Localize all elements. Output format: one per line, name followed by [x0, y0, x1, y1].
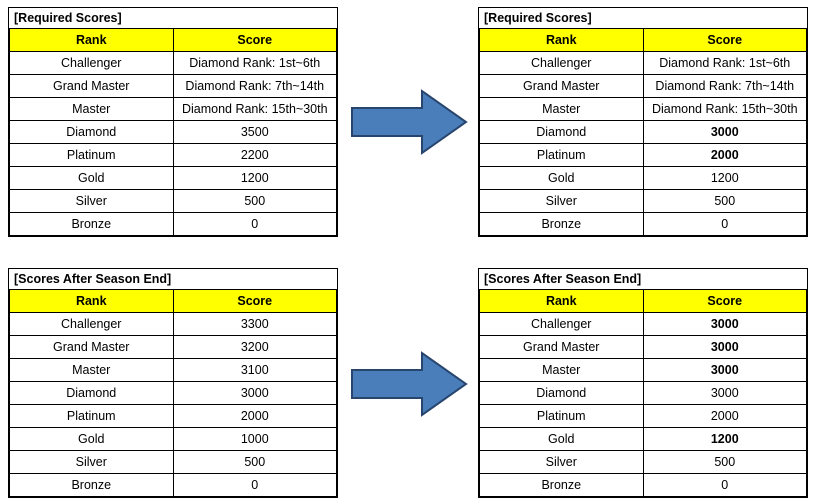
cell-score: 500 — [643, 190, 807, 213]
table-header-row — [10, 29, 337, 52]
cell-score: Diamond Rank: 7th~14th — [173, 75, 337, 98]
cell-rank: Diamond — [480, 121, 644, 144]
column-header-score: Score — [173, 29, 337, 52]
season-end-before-table — [9, 289, 337, 497]
panel-season-end-scores-before — [8, 268, 338, 498]
table-row — [480, 213, 807, 236]
table-row — [480, 98, 807, 121]
cell-rank: Master — [10, 359, 174, 382]
table-row — [480, 313, 807, 336]
table-body — [10, 52, 337, 236]
table-row — [10, 167, 337, 190]
cell-rank: Silver — [480, 190, 644, 213]
cell-score: Diamond Rank: 1st~6th — [173, 52, 337, 75]
table-body — [10, 313, 337, 497]
cell-rank: Silver — [480, 451, 644, 474]
table-row — [480, 451, 807, 474]
cell-score: 1200 — [173, 167, 337, 190]
table-row — [480, 144, 807, 167]
cell-score: 3500 — [173, 121, 337, 144]
right-arrow-icon — [350, 350, 468, 418]
cell-rank: Grand Master — [10, 75, 174, 98]
column-header-rank: Rank — [480, 290, 644, 313]
column-header-score: Score — [173, 290, 337, 313]
table-row — [480, 359, 807, 382]
table-row — [10, 336, 337, 359]
required-scores-before-table — [9, 28, 337, 236]
cell-score: 2000 — [173, 405, 337, 428]
cell-score: Diamond Rank: 1st~6th — [643, 52, 807, 75]
cell-rank: Grand Master — [10, 336, 174, 359]
table-header-row — [10, 290, 337, 313]
table-header-row — [480, 290, 807, 313]
panel-title: [Required Scores] — [484, 11, 592, 25]
cell-score: 500 — [173, 451, 337, 474]
required-scores-after-table — [479, 28, 807, 236]
cell-score: 0 — [643, 213, 807, 236]
cell-rank: Gold — [10, 428, 174, 451]
cell-score: 2000 — [643, 144, 807, 167]
table-row — [480, 428, 807, 451]
cell-rank: Bronze — [10, 213, 174, 236]
panel-title: [Scores After Season End] — [14, 272, 172, 286]
table-body — [480, 52, 807, 236]
cell-rank: Silver — [10, 190, 174, 213]
table-row — [10, 474, 337, 497]
cell-rank: Platinum — [480, 405, 644, 428]
table-row — [10, 313, 337, 336]
panel-title: [Scores After Season End] — [484, 272, 642, 286]
table-row — [10, 359, 337, 382]
right-arrow-icon — [350, 88, 468, 156]
cell-score: 3000 — [173, 382, 337, 405]
cell-rank: Diamond — [480, 382, 644, 405]
column-header-rank: Rank — [480, 29, 644, 52]
cell-score: 0 — [173, 474, 337, 497]
cell-score: 3000 — [643, 121, 807, 144]
table-row — [480, 167, 807, 190]
season-end-after-table — [479, 289, 807, 497]
table-row — [10, 98, 337, 121]
cell-score: 0 — [173, 213, 337, 236]
cell-score: 3300 — [173, 313, 337, 336]
table-body — [480, 313, 807, 497]
cell-score: 0 — [643, 474, 807, 497]
table-row — [10, 428, 337, 451]
column-header-score: Score — [643, 290, 807, 313]
table-row — [10, 190, 337, 213]
table-row — [480, 121, 807, 144]
table-row — [480, 336, 807, 359]
cell-score: 3000 — [643, 313, 807, 336]
cell-score: Diamond Rank: 15th~30th — [643, 98, 807, 121]
cell-rank: Master — [480, 98, 644, 121]
cell-score: 3100 — [173, 359, 337, 382]
cell-score: 500 — [643, 451, 807, 474]
table-row — [10, 213, 337, 236]
panel-required-scores-after — [478, 7, 808, 237]
cell-rank: Bronze — [480, 213, 644, 236]
cell-rank: Challenger — [480, 52, 644, 75]
cell-rank: Platinum — [10, 405, 174, 428]
table-row — [10, 144, 337, 167]
cell-score: 3200 — [173, 336, 337, 359]
cell-rank: Gold — [480, 428, 644, 451]
table-row — [10, 52, 337, 75]
panel-season-end-scores-after — [478, 268, 808, 498]
table-row — [480, 405, 807, 428]
cell-rank: Gold — [480, 167, 644, 190]
table-row — [10, 75, 337, 98]
panel-title: [Required Scores] — [14, 11, 122, 25]
table-row — [480, 52, 807, 75]
column-header-rank: Rank — [10, 290, 174, 313]
cell-rank: Diamond — [10, 121, 174, 144]
cell-score: 500 — [173, 190, 337, 213]
cell-score: 2000 — [643, 405, 807, 428]
cell-rank: Silver — [10, 451, 174, 474]
table-row — [10, 121, 337, 144]
cell-rank: Master — [10, 98, 174, 121]
cell-rank: Challenger — [480, 313, 644, 336]
cell-score: 1200 — [643, 167, 807, 190]
table-row — [10, 451, 337, 474]
cell-rank: Bronze — [10, 474, 174, 497]
cell-score: 2200 — [173, 144, 337, 167]
cell-score: Diamond Rank: 15th~30th — [173, 98, 337, 121]
cell-rank: Platinum — [480, 144, 644, 167]
cell-rank: Challenger — [10, 313, 174, 336]
cell-score: 3000 — [643, 382, 807, 405]
table-row — [10, 382, 337, 405]
cell-score: 3000 — [643, 359, 807, 382]
column-header-score: Score — [643, 29, 807, 52]
cell-score: Diamond Rank: 7th~14th — [643, 75, 807, 98]
cell-rank: Gold — [10, 167, 174, 190]
table-row — [480, 75, 807, 98]
column-header-rank: Rank — [10, 29, 174, 52]
cell-score: 1000 — [173, 428, 337, 451]
cell-rank: Grand Master — [480, 336, 644, 359]
table-row — [480, 190, 807, 213]
cell-rank: Grand Master — [480, 75, 644, 98]
cell-rank: Master — [480, 359, 644, 382]
cell-rank: Challenger — [10, 52, 174, 75]
cell-rank: Platinum — [10, 144, 174, 167]
cell-score: 1200 — [643, 428, 807, 451]
cell-score: 3000 — [643, 336, 807, 359]
table-row — [480, 474, 807, 497]
table-row — [480, 382, 807, 405]
cell-rank: Bronze — [480, 474, 644, 497]
table-row — [10, 405, 337, 428]
table-header-row — [480, 29, 807, 52]
panel-required-scores-before — [8, 7, 338, 237]
cell-rank: Diamond — [10, 382, 174, 405]
